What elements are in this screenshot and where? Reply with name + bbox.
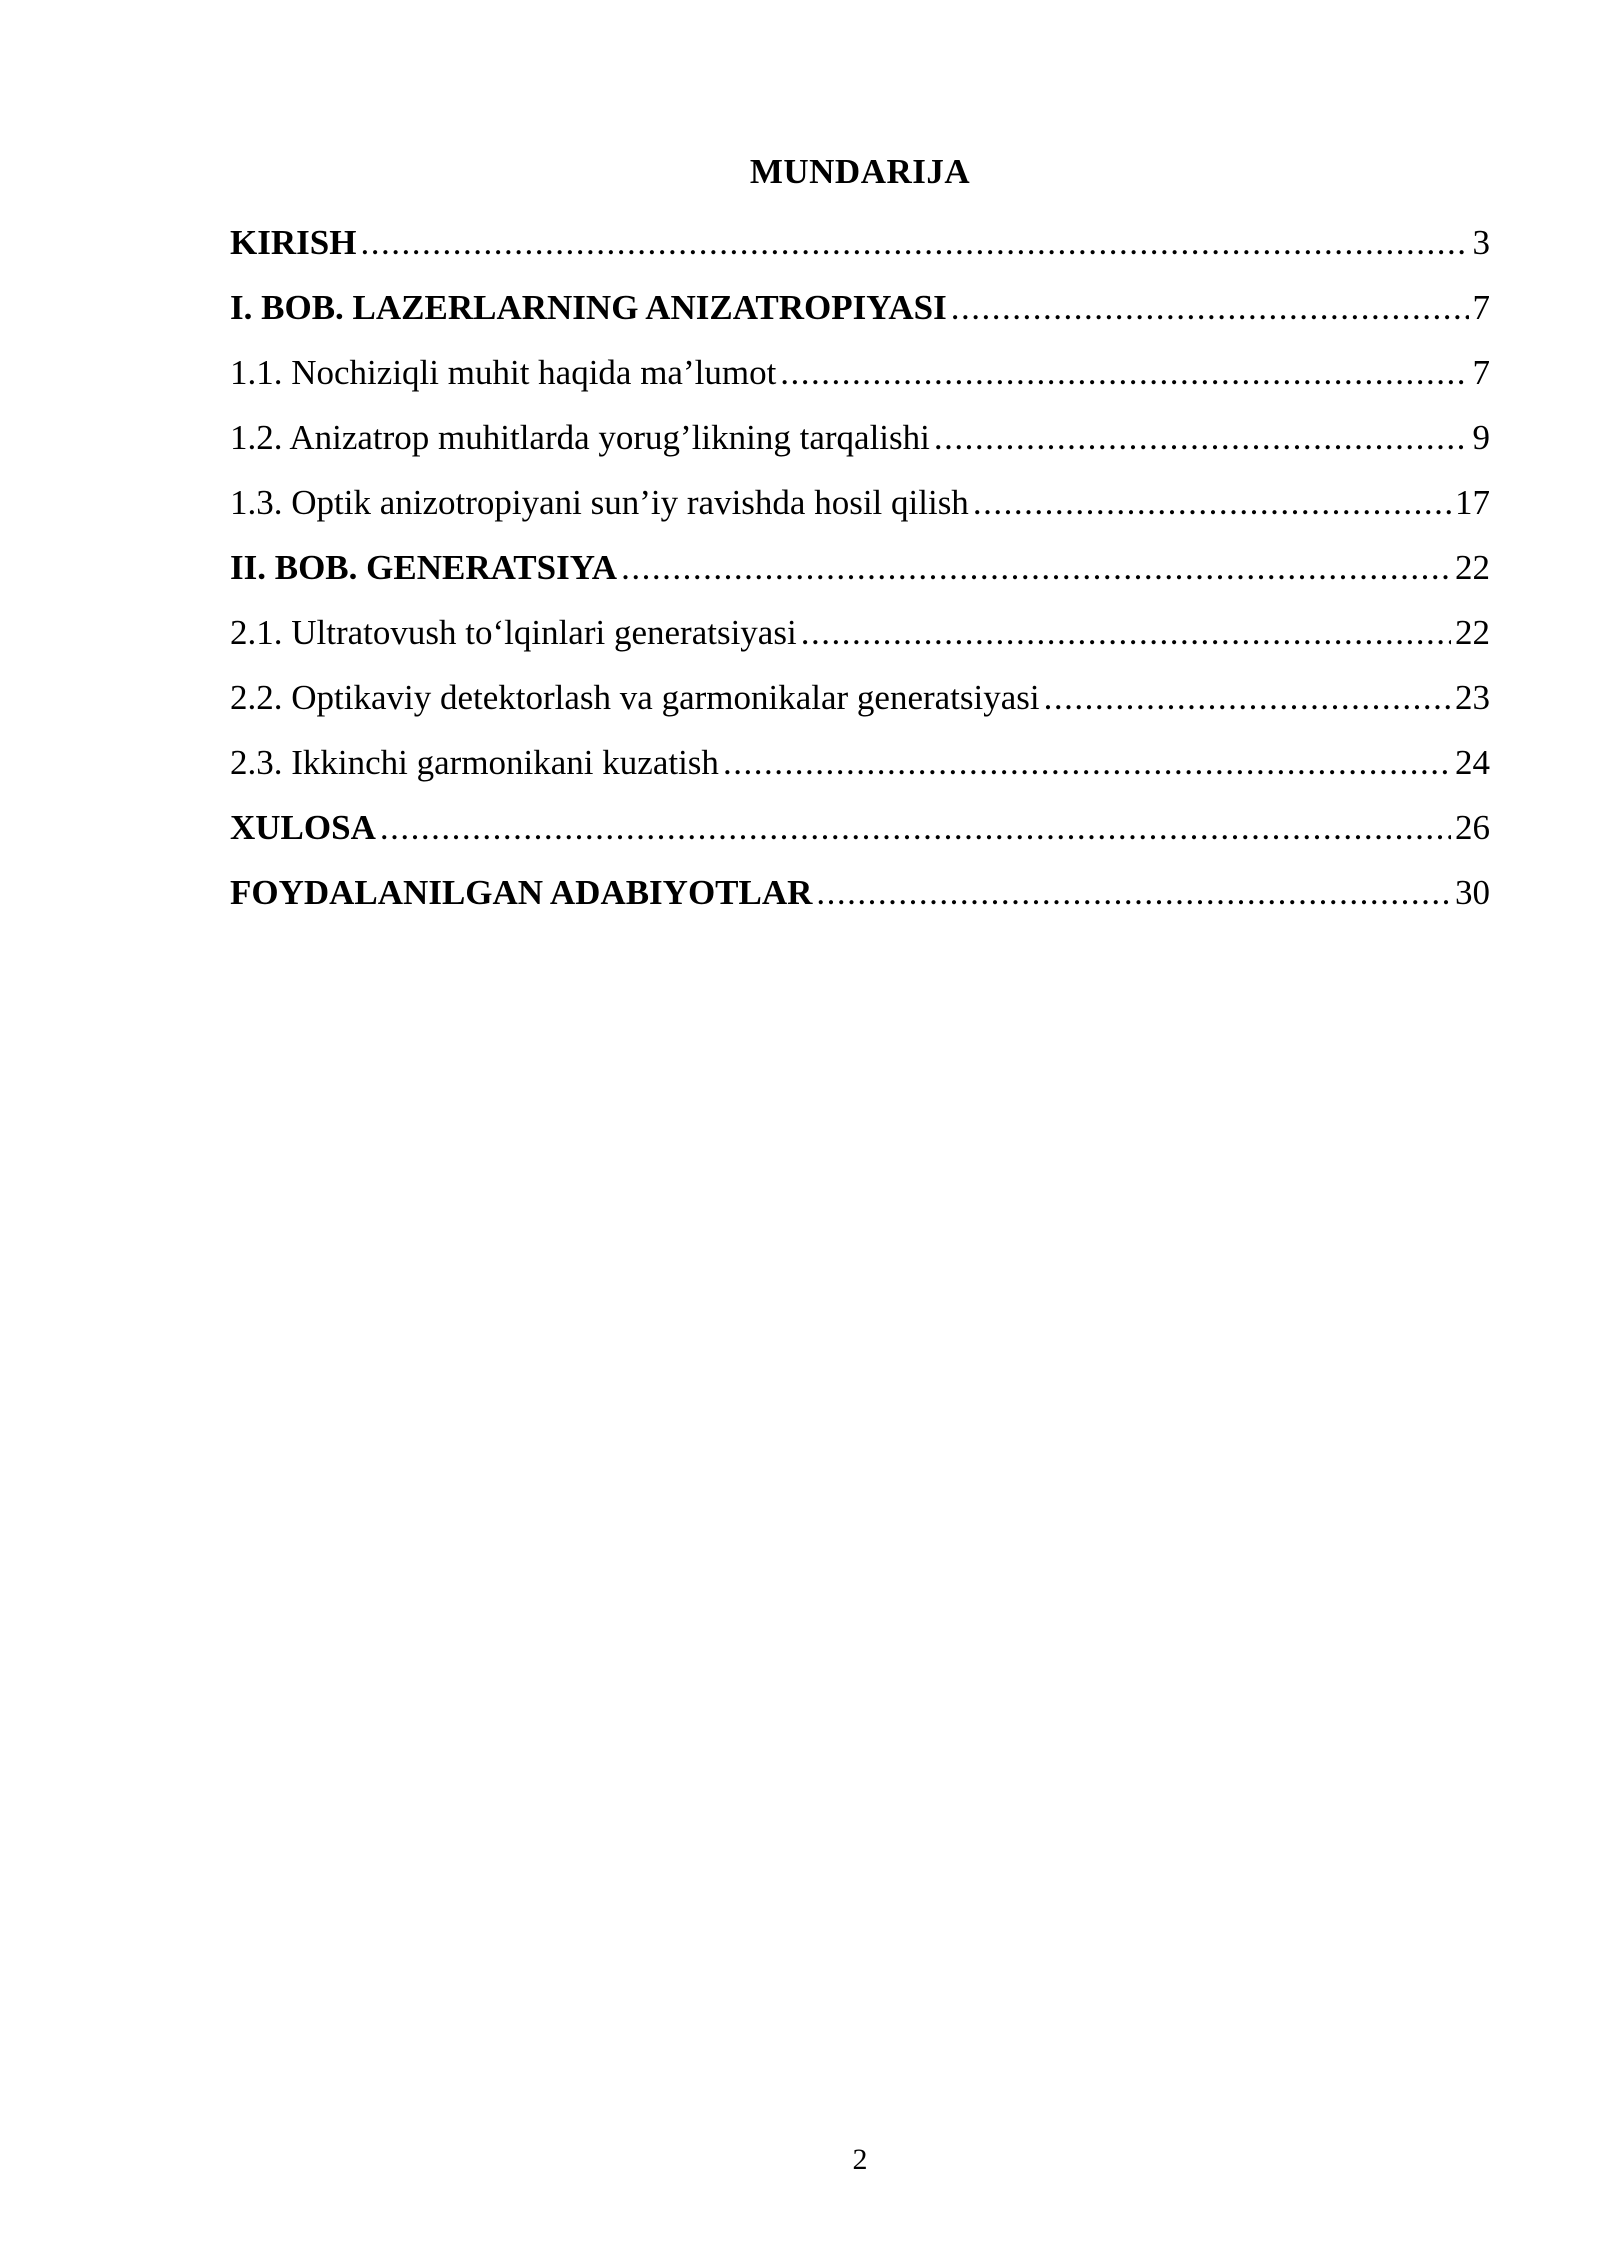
toc-entry-label: 1.3. Optik anizotropiyani sun’iy ravishda hosil qilish <box>230 483 969 522</box>
toc-entry-section-2-3[interactable] <box>230 730 1490 795</box>
toc-dot-leader <box>1044 665 1451 730</box>
toc-entry-page: 23 <box>1455 678 1490 717</box>
page-number: 2 <box>852 2143 868 2176</box>
toc-entry-label: II. BOB. GENERATSIYA <box>230 548 618 587</box>
toc-dot-leader <box>973 470 1451 535</box>
toc-entry-page: 9 <box>1472 418 1490 457</box>
toc-entry-section-2-1[interactable] <box>230 600 1490 665</box>
toc-entry-page: 3 <box>1472 223 1490 262</box>
toc-entry-label: 2.3. Ikkinchi garmonikani kuzatish <box>230 743 719 782</box>
toc-entry-page: 22 <box>1455 613 1490 652</box>
toc-dot-leader <box>816 860 1451 925</box>
toc-entry-label: FOYDALANILGAN ADABIYOTLAR <box>230 873 813 912</box>
toc-entry-references[interactable] <box>230 860 1490 925</box>
toc-dot-leader <box>723 730 1451 795</box>
toc-entry-page: 30 <box>1455 873 1490 912</box>
toc-dot-leader <box>380 795 1451 860</box>
toc-entry-label: 2.1. Ultratovush to‘lqinlari generatsiyasi <box>230 613 797 652</box>
toc-entry-section-1-2[interactable] <box>230 405 1490 470</box>
toc-title: MUNDARIJA <box>749 152 971 191</box>
toc-dot-leader <box>934 405 1469 470</box>
toc-entry-page: 17 <box>1455 483 1490 522</box>
toc-entry-label: XULOSA <box>230 808 376 847</box>
toc-entry-chapter-1[interactable] <box>230 275 1490 340</box>
table-of-contents <box>230 210 1490 925</box>
toc-dot-leader <box>780 340 1468 405</box>
toc-dot-leader <box>621 535 1451 600</box>
toc-entry-page: 7 <box>1472 288 1490 327</box>
toc-entry-label: KIRISH <box>230 223 357 262</box>
toc-dot-leader <box>951 275 1469 340</box>
toc-entry-label: 1.1. Nochiziqli muhit haqida ma’lumot <box>230 353 777 392</box>
toc-entry-kirish[interactable] <box>230 210 1490 275</box>
toc-dot-leader <box>801 600 1451 665</box>
toc-entry-page: 26 <box>1455 808 1490 847</box>
toc-entry-page: 22 <box>1455 548 1490 587</box>
toc-entry-page: 7 <box>1472 353 1490 392</box>
toc-entry-section-1-3[interactable] <box>230 470 1490 535</box>
toc-entry-label: 2.2. Optikaviy detektorlash va garmonikalar generatsiyasi <box>230 678 1040 717</box>
toc-dot-leader <box>360 210 1468 275</box>
toc-entry-section-1-1[interactable] <box>230 340 1490 405</box>
toc-entry-label: 1.2. Anizatrop muhitlarda yorug’likning tarqalishi <box>230 418 930 457</box>
toc-entry-chapter-2[interactable] <box>230 535 1490 600</box>
toc-entry-page: 24 <box>1455 743 1490 782</box>
toc-entry-label: I. BOB. LAZERLARNING ANIZATROPIYASI <box>230 288 947 327</box>
toc-entry-section-2-2[interactable] <box>230 665 1490 730</box>
toc-entry-xulosa[interactable] <box>230 795 1490 860</box>
